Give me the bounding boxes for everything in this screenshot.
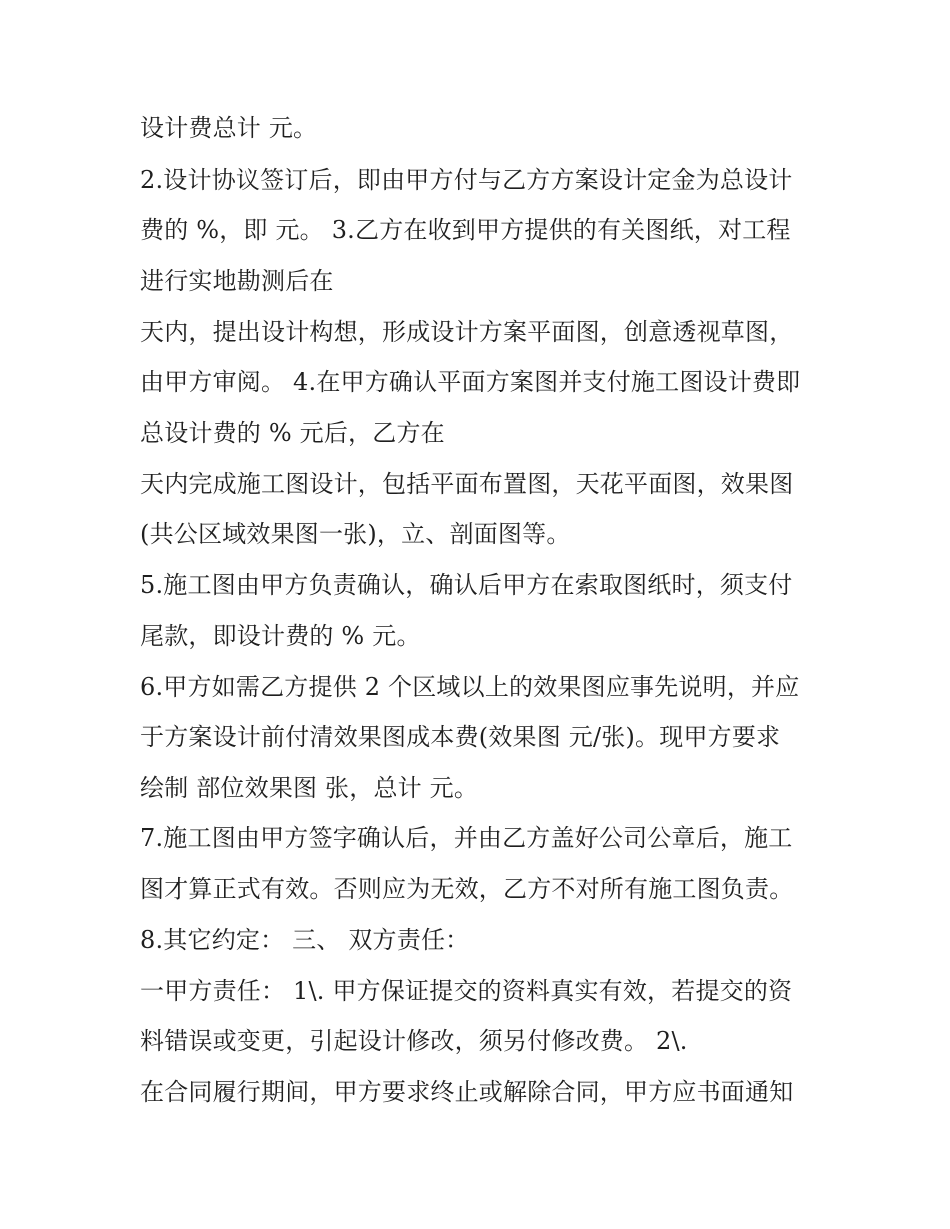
text-line: 绘制 部位效果图 张，总计 元。 [140,774,479,802]
text-line: 图才算正式有效。否则应为无效，乙方不对所有施工图负责。 [140,875,794,903]
text-line: 2.设计协议签订后，即由甲方付与乙方方案设计定金为总设计 [140,166,793,194]
text-line: 一甲方责任： 1\. 甲方保证提交的资料真实有效，若提交的资 [140,977,793,1005]
text-line: 7.施工图由甲方签字确认后，并由乙方盖好公司公章后，施工 [140,824,793,852]
text-line: 在合同履行期间，甲方要求终止或解除合同，甲方应书面通知 [140,1078,794,1106]
text-line: 天内完成施工图设计，包括平面布置图，天花平面图，效果图 [140,470,794,498]
text-line: 设计费总计 元。 [140,114,318,142]
text-line: 尾款，即设计费的 % 元。 [140,622,421,650]
text-line: 天内，提出设计构想，形成设计方案平面图，创意透视草图， [140,318,794,346]
text-line: 8.其它约定： 三、 双方责任： [140,926,470,954]
text-line: 6.甲方如需乙方提供 2 个区域以上的效果图应事先说明，并应 [140,673,800,701]
text-line: 进行实地勘测后在 [140,267,334,295]
text-line: 于方案设计前付清效果图成本费(效果图 元/张)。现甲方要求 [140,723,781,751]
text-line: 费的 %，即 元。 3.乙方在收到甲方提供的有关图纸，对工程 [140,216,791,244]
text-line: (共公区域效果图一张)，立、剖面图等。 [140,520,571,548]
text-line: 总设计费的 % 元后，乙方在 [140,419,445,447]
text-line: 5.施工图由甲方负责确认，确认后甲方在索取图纸时，须支付 [140,571,793,599]
text-line: 料错误或变更，引起设计修改，须另付修改费。 2\. [140,1027,688,1055]
text-line: 由甲方审阅。 4.在甲方确认平面方案图并支付施工图设计费即 [140,368,801,396]
